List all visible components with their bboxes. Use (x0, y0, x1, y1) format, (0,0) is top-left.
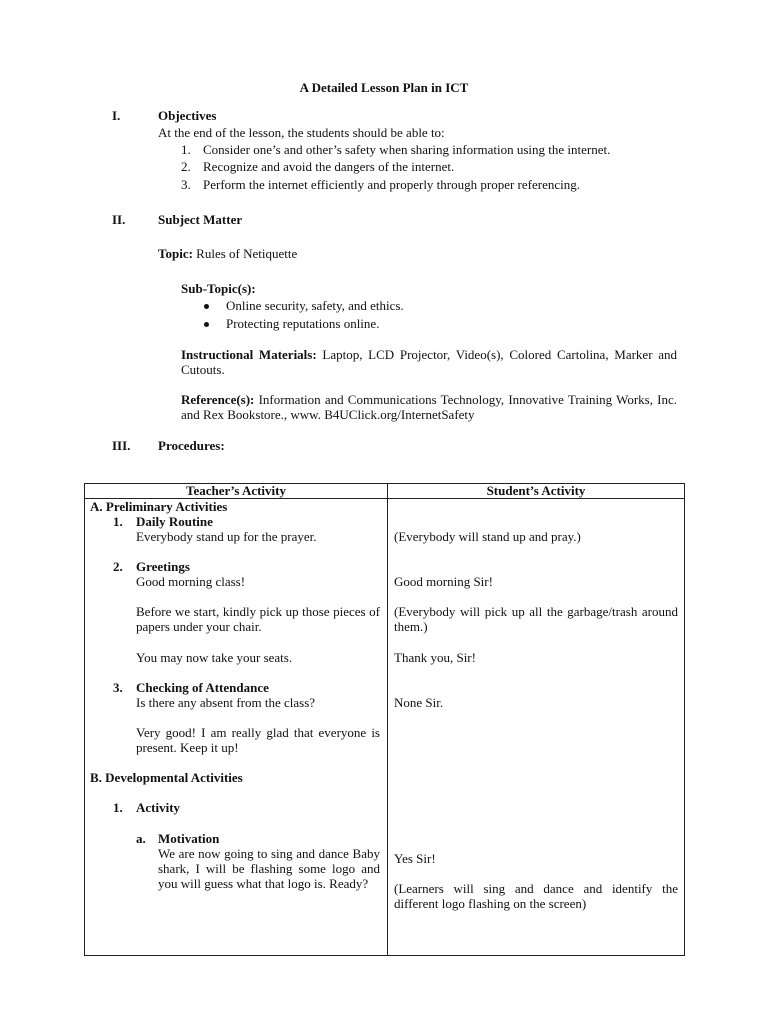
section-numeral-procedures: III. (112, 438, 131, 453)
references-label: Reference(s): (181, 392, 255, 407)
student-line: Yes Sir! (394, 851, 436, 866)
objective-item: Consider one’s and other’s safety when sharing information using the internet. (203, 142, 611, 157)
section-developmental-activities: B. Developmental Activities (90, 770, 243, 785)
objectives-intro: At the end of the lesson, the students should be able to: (158, 125, 445, 140)
teacher-line: Very good! I am really glad that everyone is present. Keep it up! (136, 725, 380, 755)
section-numeral-objectives: I. (112, 108, 121, 123)
student-line: (Everybody will stand up and pray.) (394, 529, 581, 544)
objective-item: Perform the internet efficiently and properly through proper referencing. (203, 177, 580, 192)
objective-number: 1. (181, 142, 191, 157)
table-column-divider (387, 484, 388, 955)
student-line: (Everybody will pick up all the garbage/trash around them.) (394, 604, 678, 634)
references-paragraph (181, 392, 677, 422)
teacher-line: You may now take your seats. (136, 650, 293, 665)
materials-value: Laptop, LCD Projector, Video(s), Colored Cartolina, Marker and Cutouts. (181, 347, 677, 377)
teacher-line: Good morning class! (136, 574, 246, 589)
materials-paragraph (181, 347, 677, 377)
topic-line (158, 246, 297, 261)
step-letter: a. (136, 831, 146, 846)
teacher-line: Before we start, kindly pick up those pieces of papers under your chair. (136, 604, 380, 634)
teacher-line: Is there any absent from the class? (136, 695, 316, 710)
objective-number: 3. (181, 177, 191, 192)
bullet-icon (204, 304, 209, 309)
daily-routine-heading: Daily Routine (136, 514, 213, 529)
procedures-heading: Procedures: (158, 438, 225, 453)
teacher-activity-header: Teacher’s Activity (185, 483, 286, 498)
bullet-icon (204, 322, 209, 327)
topic-label: Topic: (158, 246, 193, 261)
references-value: Information and Communications Technology, Innovative Training Works, Inc. and Rex Bookstore., www. B4UClick.org/InternetSafety (181, 392, 678, 422)
step-number: 2. (113, 559, 123, 574)
objective-number: 2. (181, 159, 191, 174)
subject-matter-heading: Subject Matter (158, 212, 243, 227)
step-number: 3. (113, 680, 123, 695)
step-number: 1. (113, 800, 123, 815)
teacher-line: Everybody stand up for the prayer. (136, 529, 317, 544)
activity-heading: Activity (136, 800, 181, 815)
section-numeral-subject: II. (112, 212, 126, 227)
activity-table (84, 483, 685, 956)
student-line: Good morning Sir! (394, 574, 493, 589)
objective-item: Recognize and avoid the dangers of the internet. (203, 159, 455, 174)
objectives-heading: Objectives (158, 108, 217, 123)
page-title: A Detailed Lesson Plan in ICT (299, 80, 469, 95)
teacher-line: We are now going to sing and dance Baby shark, I will be flashing some logo and you will guess what that logo is. Ready? (158, 846, 380, 891)
topic-value: Rules of Netiquette (196, 246, 298, 261)
student-line: Thank you, Sir! (394, 650, 476, 665)
student-line: None Sir. (394, 695, 444, 710)
subtopic-item: Online security, safety, and ethics. (226, 298, 404, 313)
section-preliminary-activities: A. Preliminary Activities (90, 499, 228, 514)
attendance-heading: Checking of Attendance (136, 680, 269, 695)
step-number: 1. (113, 514, 123, 529)
greetings-heading: Greetings (136, 559, 190, 574)
materials-label: Instructional Materials: (181, 347, 317, 362)
motivation-heading: Motivation (158, 831, 220, 846)
subtopic-label: Sub-Topic(s): (181, 281, 256, 296)
student-activity-header: Student’s Activity (486, 483, 586, 498)
subtopic-item: Protecting reputations online. (226, 316, 380, 331)
student-line: (Learners will sing and dance and identify the different logo flashing on the screen) (394, 881, 678, 911)
